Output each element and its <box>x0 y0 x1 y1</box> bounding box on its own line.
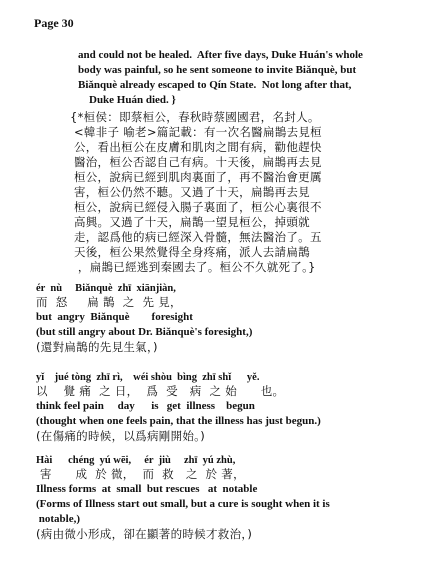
note-line: 公，看出桓公在皮膚和肌肉之間有病，勸他趕快 <box>70 140 322 154</box>
note-line: 害，桓公仍然不聽。又過了十天，扁鵲再去見 <box>70 185 310 199</box>
verse-pinyin: Hài chéng yú wēi, ér jiù zhī yú zhù, <box>36 455 236 466</box>
verse-gloss: but angry Biǎnquè foresight <box>36 311 193 323</box>
verse-translation: (but still angry about Dr. Biǎnquè's foresight,) <box>36 326 253 338</box>
verse-translation: (Forms of Illness start out small, but a cure is sought when it is <box>36 498 330 510</box>
commentary-note <box>70 110 322 275</box>
verse-block-1 <box>36 282 252 355</box>
verse-chinese-note: (還對扁鵲的先見生氣，) <box>36 340 158 354</box>
intro-line: Duke Huán died. } <box>78 94 176 106</box>
page-number: Page 30 <box>34 16 74 30</box>
note-line: 醫治，桓公否認自己有病。十天後，扁鵲再去見 <box>70 155 322 169</box>
verse-chinese-note: (在傷痛的時候，以爲病剛開始。) <box>36 429 206 443</box>
verse-pinyin: yǐ jué tòng zhī rì, wéi shòu bìng zhī shǐ yě. <box>36 372 260 383</box>
verse-chinese: 害 成 於 微， 而 救 之 於 著， <box>36 467 245 481</box>
verse-gloss: Illness forms at small but rescues at notable <box>36 483 258 495</box>
note-line: 高興。又過了十天，扁鵲一望見桓公，掉頭就 <box>70 215 310 229</box>
verse-chinese-note: (病由微小形成，卻在顯著的時候才救治，) <box>36 527 253 541</box>
verse-chinese: 以 覺 痛 之 日， 爲 受 病 之 始 也。 <box>36 384 285 398</box>
note-line: 天後，桓公果然覺得全身疼痛，派人去請扁鵲 <box>70 245 310 259</box>
intro-line: body was painful, so he sent someone to invite Biǎnquè, but <box>78 64 357 76</box>
note-line: ，扁鵲已經逃到秦國去了。桓公不久就死了。} <box>70 260 316 274</box>
verse-translation-cont: notable,) <box>36 513 80 525</box>
verse-translation: (thought when one feels pain, that the illness has just begun.) <box>36 415 321 427</box>
verse-chinese: 而 怒 扁 鵲 之 先 見， <box>36 295 182 309</box>
note-line: 桓公，說病已經到肌肉裏面了，再不醫治會更厲 <box>70 170 322 184</box>
verse-block-2 <box>36 371 321 444</box>
note-line: <韓非子 喻老>篇記載：有一次名醫扁鵲去見桓 <box>70 125 322 139</box>
intro-line: and could not be healed. After five days, Duke Huán's whole <box>78 49 363 61</box>
verse-block-3 <box>36 454 330 542</box>
note-line: {*桓侯：即蔡桓公，春秋時蔡國國君，名封人。 <box>70 110 320 124</box>
intro-line: Biǎnquè already escaped to Qín State. Not long after that, <box>78 79 352 91</box>
note-line: 走，認爲他的病已經深入骨髓，無法醫治了。五 <box>70 230 322 244</box>
verse-gloss: think feel pain day is get illness begun <box>36 400 255 412</box>
verse-pinyin: ér nù Biǎnquè zhī xiānjiàn, <box>36 283 176 294</box>
note-line: 桓公，說病已經侵入腸子裏面了，桓公心裏很不 <box>70 200 322 214</box>
intro-paragraph <box>78 48 363 108</box>
